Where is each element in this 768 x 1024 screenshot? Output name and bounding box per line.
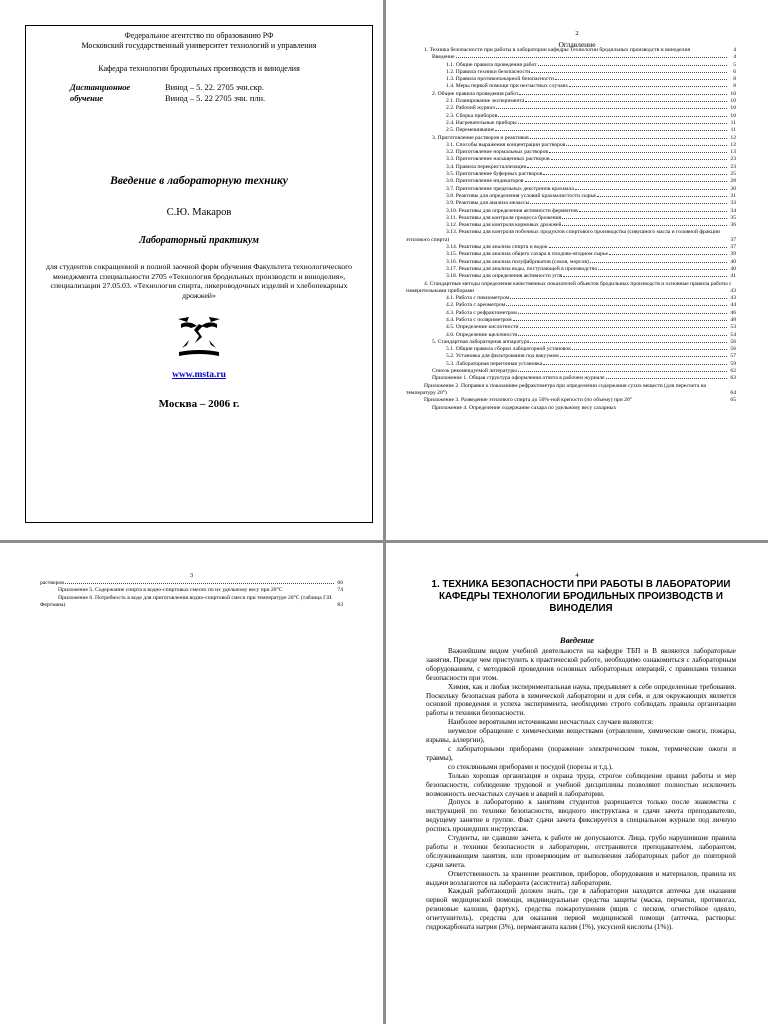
toc-entry[interactable] bbox=[406, 149, 736, 156]
toc-dot-leader bbox=[527, 166, 727, 168]
page-toc bbox=[386, 0, 768, 540]
toc-entry-title: Приложение 1. Общая структура оформления отчета в рабочем журнале bbox=[432, 375, 605, 382]
toc-entry-page: 23 bbox=[730, 163, 736, 170]
toc-entry-page: 10 bbox=[730, 90, 736, 97]
toc-dot-leader bbox=[562, 217, 727, 219]
toc-entry[interactable] bbox=[406, 244, 736, 251]
toc-dot-leader bbox=[538, 64, 727, 66]
toc-entry[interactable] bbox=[406, 332, 736, 339]
toc-entry-title: Приложение 6. Потребность в воде для приготовления водно-спиртовой смеси при температуре 20°С (таблица Г.И. Фертмана) bbox=[40, 594, 333, 608]
toc-entry[interactable] bbox=[406, 69, 736, 76]
toc-entry-title: 4.6. Определение щелочности bbox=[446, 331, 518, 338]
body-paragraph: Только хорошая организация и охрана труда, строгое соблюдение правил работы и мер безопасности, соблюдение трудовой и учебной дисциплины позволяют полностью исключить возможность несчастных случаев и аварий в лаборатории. bbox=[426, 771, 736, 798]
toc-entry[interactable] bbox=[406, 405, 736, 412]
toc-entry-page: 65 bbox=[730, 397, 736, 404]
toc-entry-title: 4.1. Работа с пикнометром bbox=[446, 295, 510, 302]
toc-dot-leader bbox=[496, 107, 727, 109]
toc-dot-leader bbox=[65, 582, 334, 584]
toc-dot-leader bbox=[518, 312, 727, 314]
toc-entry-title: 3.5. Приготовление буферных растворов bbox=[446, 171, 543, 178]
toc-entry-title: Приложение 5. Содержание спирта в водно-спиртовых смесях по их удельному весу при 20°С bbox=[58, 587, 283, 594]
toc-entry-page: 83 bbox=[337, 601, 343, 608]
toc-entry-title: 3.16. Реактивы для анализа полуфабрикатов (соков, морсов) bbox=[446, 258, 589, 265]
toc-dot-leader bbox=[525, 100, 727, 102]
cover-mode-label: Дистанционное обучение bbox=[70, 83, 131, 103]
toc-entry[interactable] bbox=[406, 164, 736, 171]
toc-entry-title: 3.11. Реактивы для контроля процесса брожения bbox=[446, 214, 562, 221]
toc-entry-page: 66 bbox=[337, 580, 343, 586]
toc-dot-leader bbox=[519, 93, 727, 95]
toc-entry-page: 44 bbox=[730, 302, 736, 309]
toc-entry-page: 56 bbox=[730, 338, 736, 345]
toc-dot-leader bbox=[549, 246, 727, 248]
toc-entry-title: 1.3. Правила противопожарной безопасности bbox=[446, 76, 554, 83]
page-chapter-1 bbox=[386, 543, 768, 1024]
toc-dot-leader bbox=[518, 370, 727, 372]
chapter-body bbox=[426, 647, 736, 932]
toc-list-continued bbox=[40, 580, 343, 609]
toc-entry-title: 3.17. Реактивы для анализа воды, поступающей в производство bbox=[446, 265, 598, 272]
toc-entry-page: 59 bbox=[730, 360, 736, 367]
toc-entry-page: 63 bbox=[730, 375, 736, 382]
university-url-link[interactable]: www.msta.ru bbox=[172, 370, 226, 380]
toc-entry-page: 37 bbox=[730, 244, 736, 251]
toc-entry[interactable] bbox=[406, 62, 736, 69]
toc-dot-leader bbox=[518, 122, 727, 124]
toc-entry[interactable] bbox=[40, 587, 343, 594]
toc-entry-title: 3.14. Реактивы для анализа спирта и водок bbox=[446, 244, 548, 251]
toc-entry-title: 3. Приготовление растворов и реактивов bbox=[432, 134, 529, 141]
toc-entry-page: 30 bbox=[730, 185, 736, 192]
toc-dot-leader bbox=[609, 253, 727, 255]
toc-entry-page: 11 bbox=[730, 119, 736, 126]
toc-dot-leader bbox=[572, 348, 727, 350]
toc-entry-page: 12 bbox=[730, 141, 736, 148]
toc-entry-page: 10 bbox=[730, 112, 736, 119]
toc-entry-page: 48 bbox=[730, 316, 736, 323]
toc-entry[interactable] bbox=[406, 339, 736, 346]
toc-dot-leader bbox=[555, 78, 727, 80]
toc-entry-title: 3.2. Приготовление нормальных растворов bbox=[446, 149, 549, 156]
body-paragraph: Студенты, не сдавшие зачета, к работе не допускаются. Лица, грубо нарушившие правила работы и техники безопасности в лаборатории, отстраняются преподавателем, лаборантом, обслуживающим занятия, или проверяющим от выполнения лабораторных работ до повторной сдачи зачета. bbox=[426, 834, 736, 869]
toc-entry-page: 43 bbox=[730, 295, 736, 302]
toc-entry[interactable] bbox=[406, 215, 736, 222]
toc-entry[interactable] bbox=[406, 54, 736, 61]
toc-dot-leader bbox=[575, 188, 727, 190]
toc-entry-title: 5.2. Установка для фильтрования под вакуумом bbox=[446, 353, 559, 360]
toc-entry[interactable] bbox=[406, 208, 736, 215]
toc-entry-title: Список рекомендуемой литературы bbox=[432, 368, 517, 375]
toc-entry-page: 4 bbox=[733, 47, 736, 53]
toc-entry-page: 74 bbox=[337, 587, 343, 594]
toc-list bbox=[406, 47, 736, 412]
page-number: 2 bbox=[575, 30, 579, 37]
toc-dot-leader bbox=[506, 304, 727, 306]
toc-dot-leader bbox=[518, 334, 727, 336]
toc-entry-title: 2.1. Планирование эксперимента bbox=[446, 98, 525, 105]
toc-entry-title: 2.3. Сборка приборов bbox=[446, 112, 498, 119]
cover-code: Винод – 5. 22 2705 зчн. плн. bbox=[165, 93, 266, 103]
toc-entry-title: 3.8. Реактивы для определения условий крахмалистости сырья bbox=[446, 192, 596, 199]
toc-entry-page: 41 bbox=[730, 273, 736, 280]
toc-entry[interactable] bbox=[40, 595, 343, 610]
toc-entry-title: 3.12. Реактивы для контроля кормовых дрожжей bbox=[446, 222, 562, 229]
toc-entry-title: 4.4. Работа с поляриметром bbox=[446, 316, 512, 323]
toc-dot-leader bbox=[598, 268, 727, 270]
cover-city-year: Москва – 2006 г. bbox=[158, 398, 240, 410]
toc-entry-title: 2. Общие правила проведения работ bbox=[432, 90, 519, 97]
toc-entry-title: 2.2. Рабочий журнал bbox=[446, 105, 495, 112]
body-paragraph: Каждый работающий должен знать, где в лаборатории находятся аптечка для оказания первой медицинской помощи, индивидуальные средства защиты (маска, перчатки, противогаз, резиновые калоши, фартук), средства пожаротушения (ящик с песком, огнестойкое одеяло, огнетушитель), средства для оказания первой медицинской помощи (аптечка, растворы: гидрокарбоната натрия (3%), перманганата калия (1%), уксусной кислоты (1%)). bbox=[426, 887, 736, 932]
toc-entry-page: 25 bbox=[730, 171, 736, 178]
toc-entry-page: 40 bbox=[730, 265, 736, 272]
cover-author: С.Ю. Макаров bbox=[166, 207, 232, 218]
toc-dot-leader bbox=[569, 85, 727, 87]
toc-entry[interactable] bbox=[406, 317, 736, 324]
toc-entry-title: 3.7. Приготовление предельных декстринов крахмала bbox=[446, 185, 574, 192]
toc-entry-page: 54 bbox=[730, 331, 736, 338]
toc-entry[interactable] bbox=[406, 135, 736, 142]
toc-heading: Оглавление bbox=[558, 40, 596, 49]
toc-dot-leader bbox=[562, 224, 727, 226]
cover-doc-type: Лабораторный практикум bbox=[139, 235, 259, 246]
toc-entry-title: 4. Стандартные методы определения качественных показателей объектов бродильных производств и основные правила работы с измерительными приборами bbox=[406, 280, 732, 294]
toc-entry-title: 4.2. Работа с ареометром bbox=[446, 302, 506, 309]
cover-study-mode bbox=[26, 83, 372, 104]
toc-entry-title: 2.5. Перемешивание bbox=[446, 127, 495, 134]
toc-dot-leader bbox=[510, 297, 727, 299]
toc-entry-title: 3.13. Реактивы для контроля побочных продуктов спиртового производства (сивушного масла и головной фракции этилового спирта) bbox=[406, 229, 720, 243]
body-paragraph: Наиболее вероятными источниками несчастных случаев являются: bbox=[448, 718, 654, 727]
toc-entry-page: 36 bbox=[730, 222, 736, 229]
toc-dot-leader bbox=[597, 195, 727, 197]
toc-entry[interactable] bbox=[406, 273, 736, 280]
toc-entry[interactable] bbox=[406, 142, 736, 149]
toc-entry-page: 33 bbox=[730, 200, 736, 207]
toc-entry-page: 10 bbox=[730, 105, 736, 112]
toc-entry[interactable] bbox=[406, 310, 736, 317]
toc-entry[interactable] bbox=[406, 346, 736, 353]
toc-entry[interactable] bbox=[406, 91, 736, 98]
toc-entry[interactable] bbox=[406, 105, 736, 112]
toc-entry-title: Введение bbox=[432, 54, 455, 61]
toc-entry-page: 4 bbox=[733, 54, 736, 61]
toc-dot-leader bbox=[579, 210, 727, 212]
toc-entry-page: 56 bbox=[730, 346, 736, 353]
toc-entry-page: 35 bbox=[730, 214, 736, 221]
toc-entry[interactable] bbox=[406, 383, 736, 398]
toc-entry-title: 3.4. Правила перекристаллизации bbox=[446, 163, 527, 170]
toc-entry[interactable] bbox=[406, 178, 736, 185]
toc-dot-leader bbox=[590, 261, 727, 263]
toc-entry[interactable] bbox=[406, 156, 736, 163]
toc-entry-title: 1.1. Общие правила проведения работ bbox=[446, 61, 537, 68]
toc-entry-page: 5 bbox=[733, 61, 736, 68]
university-logo-icon bbox=[175, 314, 223, 360]
toc-entry[interactable] bbox=[406, 368, 736, 375]
toc-entry[interactable] bbox=[406, 295, 736, 302]
toc-entry-page: 62 bbox=[730, 368, 736, 375]
toc-entry-page: 40 bbox=[730, 258, 736, 265]
cover-title: Введение в лабораторную технику bbox=[110, 175, 288, 187]
body-paragraph: Химия, как и любая экспериментальная наука, предъявляет к себе определенные требования. Поскольку безопасная работа в химической лаборатории и для себя, и для окружающих является основой проведения и успеха эксперимента, необходимо строго соблюдать правила организации работы и техники безопасности. bbox=[426, 682, 736, 718]
toc-entry-title: 3.6. Приготовление индикаторов bbox=[446, 178, 524, 185]
toc-dot-leader bbox=[530, 341, 727, 343]
toc-entry-page: 46 bbox=[730, 309, 736, 316]
cover-university: Московский государственный университет технологий и управления bbox=[81, 41, 317, 50]
toc-entry-title: 3.15. Реактивы для анализа общего сахара в плодово-ягодном сырье bbox=[446, 251, 608, 258]
toc-entry[interactable] bbox=[406, 375, 736, 382]
toc-entry-title: 5.1. Общие правила сборки лабораторной установок bbox=[446, 346, 571, 353]
toc-dot-leader bbox=[543, 363, 727, 365]
toc-entry-page: 10 bbox=[730, 98, 736, 105]
toc-entry-title: 2.4. Нагревательные приборы bbox=[446, 119, 517, 126]
toc-dot-leader bbox=[513, 319, 727, 321]
body-paragraph: с лабораторными приборами (поражение электрическим током, термические ожоги и травмы), bbox=[426, 744, 736, 762]
toc-entry-page: 64 bbox=[730, 389, 736, 396]
toc-entry[interactable] bbox=[406, 83, 736, 90]
toc-entry[interactable] bbox=[406, 76, 736, 83]
toc-dot-leader bbox=[498, 115, 727, 117]
toc-entry-page: 31 bbox=[730, 192, 736, 199]
toc-entry[interactable] bbox=[406, 120, 736, 127]
page-number: 4 bbox=[575, 572, 579, 579]
toc-dot-leader bbox=[530, 202, 727, 204]
toc-entry[interactable] bbox=[406, 113, 736, 120]
toc-entry-page: 43 bbox=[730, 287, 736, 294]
toc-dot-leader bbox=[525, 180, 727, 182]
toc-entry[interactable] bbox=[406, 259, 736, 266]
university-logo bbox=[26, 314, 372, 365]
toc-entry[interactable] bbox=[406, 171, 736, 178]
toc-entry-title: 1.2. Правила техники безопасности bbox=[446, 68, 531, 75]
toc-dot-leader bbox=[543, 173, 727, 175]
toc-entry[interactable] bbox=[406, 47, 736, 54]
toc-dot-leader bbox=[495, 129, 727, 131]
toc-entry-page: 13 bbox=[730, 149, 736, 156]
chapter-heading: 1. ТЕХНИКА БЕЗОПАСНОСТИ ПРИ РАБОТЫ В ЛАБОРАТОРИИ КАФЕДРЫ ТЕХНОЛОГИИ БРОДИЛЬНЫХ ПРОИЗВОДСТВ И ВИНОДЕЛИЯ bbox=[431, 579, 731, 614]
toc-dot-leader bbox=[549, 151, 727, 153]
toc-entry-title: 3.9. Реактивы для анализа мелассы bbox=[446, 200, 530, 207]
body-paragraph: со стеклянными приборами и посудой (порезы и т.д.). bbox=[448, 762, 613, 771]
body-paragraph: Ответственность за хранение реактивов, приборов, оборудования и материалов, правила их выдачи возлагаются на лаборанта (ассистента) лаборатории. bbox=[426, 869, 736, 887]
toc-entry-title: 3.3. Приготовление насыщенных растворов bbox=[446, 156, 550, 163]
toc-entry[interactable] bbox=[406, 200, 736, 207]
toc-entry[interactable] bbox=[406, 98, 736, 105]
toc-entry-title: 3.18. Реактивы для определения активности угля bbox=[446, 273, 563, 280]
cover-frame bbox=[25, 25, 373, 523]
cover-department: Кафедра технологии бродильных производств и виноделия bbox=[98, 64, 300, 73]
cover-codes bbox=[165, 83, 265, 104]
toc-entry-page: 53 bbox=[730, 324, 736, 331]
toc-entry-title: 3.10. Реактивы для определения активности ферментов bbox=[446, 207, 578, 214]
toc-entry[interactable] bbox=[406, 229, 736, 244]
toc-dot-leader bbox=[560, 355, 727, 357]
toc-dot-leader bbox=[456, 56, 727, 58]
toc-entry-page: 37 bbox=[730, 236, 736, 243]
toc-entry-page: 8 bbox=[733, 76, 736, 83]
toc-dot-leader bbox=[551, 158, 727, 160]
body-paragraph: Допуск в лабораторию к занятиям студентов разрешается только после знакомства с инструкцией по технике безопасности, вводного инструктажа и сдачи зачета преподавателю, ведущему занятие в группе. Факт сдачи зачета фиксируется в специальном журнале под личную роспись прошедших инструктаж. bbox=[426, 798, 736, 834]
toc-entry[interactable] bbox=[406, 353, 736, 360]
toc-entry-title: растворов bbox=[40, 580, 64, 586]
toc-entry-title: 1.4. Меры первой помощи при несчастных случаях bbox=[446, 83, 568, 90]
toc-entry[interactable] bbox=[406, 324, 736, 331]
toc-entry[interactable] bbox=[406, 302, 736, 309]
toc-dot-leader bbox=[530, 137, 727, 139]
toc-entry-page: 28 bbox=[730, 178, 736, 185]
toc-entry-page: 6 bbox=[733, 68, 736, 75]
toc-dot-leader bbox=[566, 144, 727, 146]
toc-entry-page: 11 bbox=[730, 127, 736, 134]
body-paragraph: неумелое обращение с химическими веществами (отравление, химические ожоги, пожары, взрывы, аллергии), bbox=[426, 727, 736, 745]
toc-entry-page: 8 bbox=[733, 83, 736, 90]
cover-agency-block bbox=[26, 31, 372, 51]
cover-agency: Федеральное агентство по образованию РФ bbox=[124, 31, 274, 40]
toc-entry[interactable] bbox=[406, 251, 736, 258]
toc-entry-page: 34 bbox=[730, 207, 736, 214]
toc-entry-title: Приложение 2. Поправки к показаниям рефрактометра при определении содержания сухих веществ (для пересчета на температуру 20°) bbox=[406, 382, 707, 396]
page-toc-continued bbox=[0, 543, 383, 1024]
toc-entry-title: Приложение 4. Определение содержание сахара по удельному весу сахарных bbox=[432, 404, 617, 411]
toc-entry[interactable] bbox=[406, 361, 736, 368]
toc-entry-page: 57 bbox=[730, 353, 736, 360]
cover-code: Винод – 5. 22. 2705 зчн.скр. bbox=[165, 83, 264, 92]
page-cover bbox=[0, 0, 383, 540]
toc-dot-leader bbox=[520, 326, 727, 328]
toc-entry[interactable] bbox=[406, 397, 736, 404]
toc-entry[interactable] bbox=[406, 281, 736, 296]
toc-entry[interactable] bbox=[406, 193, 736, 200]
toc-entry-title: 3.1. Способы выражения концентрации растворов bbox=[446, 141, 566, 148]
toc-dot-leader bbox=[531, 71, 727, 73]
section-heading: Введение bbox=[559, 635, 595, 645]
cover-description: для студентов сокращенной и полной заочной форм обучения Факультета технологического менеджмента специальности 2705 «Технология бродильных производств и виноделия», специализации 27.05.03. «Технология спирта, ликероводочных изделий и хлебопекарных дрожжей» bbox=[46, 262, 353, 300]
toc-entry-title: 5. Стандартная лабораторная аппаратура bbox=[432, 338, 530, 345]
toc-entry-title: 4.5. Определение кислотности bbox=[446, 324, 519, 331]
toc-entry[interactable] bbox=[406, 127, 736, 134]
body-paragraph: Важнейшим видом учебной деятельности на кафедре ТБП и В являются лабораторные занятия. Прежде чем приступить к практической работе, необходимо ознакомиться с лабораторным оборудованием, с методикой проведения основных лабораторных операций, с правилами техники безопасности при этом. bbox=[426, 647, 736, 682]
page-number: 3 bbox=[189, 572, 194, 579]
toc-entry-page: 39 bbox=[730, 251, 736, 258]
toc-entry[interactable] bbox=[406, 266, 736, 273]
toc-entry-title: 1. Техника безопасности при работы в лаборатории кафедры Технологии бродильных производств и виноделия bbox=[424, 47, 691, 53]
toc-entry[interactable] bbox=[406, 186, 736, 193]
toc-entry-title: Приложение 3. Разведение этилового спирта до 50%-ной крепости (по объему) при 20° bbox=[424, 397, 632, 404]
toc-dot-leader bbox=[563, 275, 727, 277]
toc-entry-title: 4.3. Работа с рефрактометром bbox=[446, 309, 517, 316]
toc-entry-title: 5.3. Лабораторная перегонная установка bbox=[446, 360, 543, 367]
toc-dot-leader bbox=[606, 377, 727, 379]
toc-entry-page: 23 bbox=[730, 156, 736, 163]
toc-entry-page: 12 bbox=[730, 134, 736, 141]
